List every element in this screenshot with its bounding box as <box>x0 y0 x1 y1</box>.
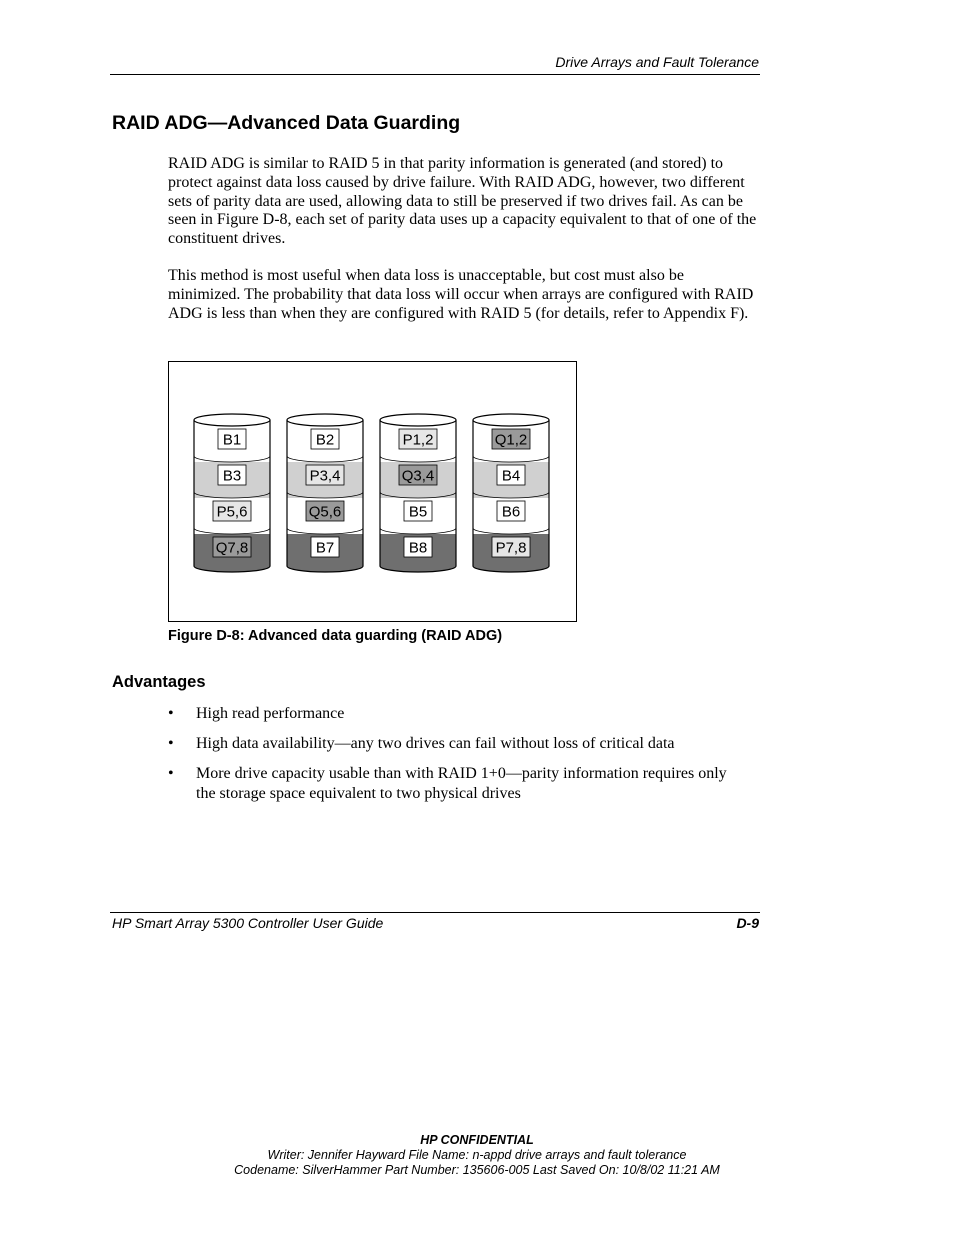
footer-rule <box>110 912 760 913</box>
drive-bottom <box>194 566 270 572</box>
block-label: B8 <box>408 539 428 557</box>
header-rule <box>110 74 760 75</box>
block-label: B6 <box>501 503 521 521</box>
figure-caption: Figure D-8: Advanced data guarding (RAID ADG) <box>168 628 503 644</box>
drive-top <box>194 414 270 426</box>
confidential-line-1: Writer: Jennifer Hayward File Name: n-appd drive arrays and fault tolerance <box>267 1148 687 1162</box>
confidential-notice <box>0 1133 954 1178</box>
drive-bottom <box>287 566 363 572</box>
raid-adg-figure <box>168 361 577 622</box>
block-label: Q5,6 <box>308 503 342 521</box>
footer-title: HP Smart Array 5300 Controller User Guide <box>112 915 384 931</box>
advantages-list <box>168 704 748 814</box>
list-item-text: High read performance <box>196 705 345 722</box>
drive-top <box>380 414 456 426</box>
block-label: P3,4 <box>309 467 341 485</box>
page-number: D-9 <box>736 915 759 931</box>
block-label: B2 <box>315 431 335 449</box>
block-label: B3 <box>222 467 242 485</box>
drive-top <box>287 414 363 426</box>
list-item <box>168 704 748 724</box>
block-label: P7,8 <box>495 539 527 557</box>
drive-2 <box>287 414 363 572</box>
advantages-heading: Advantages <box>112 673 206 691</box>
drive-4 <box>473 414 549 572</box>
list-item <box>168 734 748 754</box>
block-label: B1 <box>222 431 242 449</box>
block-label: B7 <box>315 539 335 557</box>
bullet-icon: • <box>168 735 174 752</box>
drive-top <box>473 414 549 426</box>
block-label: P1,2 <box>402 431 434 449</box>
list-item-text: High data availability—any two drives can fail without loss of critical data <box>196 735 675 752</box>
raid-adg-diagram <box>169 362 576 621</box>
drive-1 <box>194 414 270 572</box>
block-label: P5,6 <box>216 503 248 521</box>
running-header: Drive Arrays and Fault Tolerance <box>555 54 759 70</box>
drive-bottom <box>380 566 456 572</box>
body-paragraph-2: This method is most useful when data loss is unacceptable, but cost must also be minimized. The probability that data loss will occur when arrays are configured with RAID ADG is less than when they are configured with RAID 5 (for details, refer to Appendix F). <box>168 267 754 322</box>
block-label: Q1,2 <box>494 431 528 449</box>
block-label: Q7,8 <box>215 539 249 557</box>
list-item <box>168 764 748 803</box>
confidential-title: HP CONFIDENTIAL <box>420 1133 534 1147</box>
bullet-icon: • <box>168 765 174 782</box>
block-label: B4 <box>501 467 521 485</box>
list-item-text: More drive capacity usable than with RAID 1+0—parity information requires only the storage space equivalent to two physical drives <box>196 765 727 802</box>
drive-3 <box>380 414 456 572</box>
drive-bottom <box>473 566 549 572</box>
block-label: Q3,4 <box>401 467 435 485</box>
confidential-line-2: Codename: SilverHammer Part Number: 135606-005 Last Saved On: 10/8/02 11:21 AM <box>234 1163 720 1177</box>
block-label: B5 <box>408 503 428 521</box>
section-title: RAID ADG—Advanced Data Guarding <box>112 112 461 134</box>
body-paragraph-1: RAID ADG is similar to RAID 5 in that parity information is generated (and stored) to protect against data loss caused by drive failure. With RAID ADG, however, two different sets of parity data are used, allowing data to still be preserved if two drives fail. As can be seen in Figure D-8, each set of parity data uses up a capacity equivalent to that of one of the constituent drives. <box>168 155 757 248</box>
bullet-icon: • <box>168 705 174 722</box>
